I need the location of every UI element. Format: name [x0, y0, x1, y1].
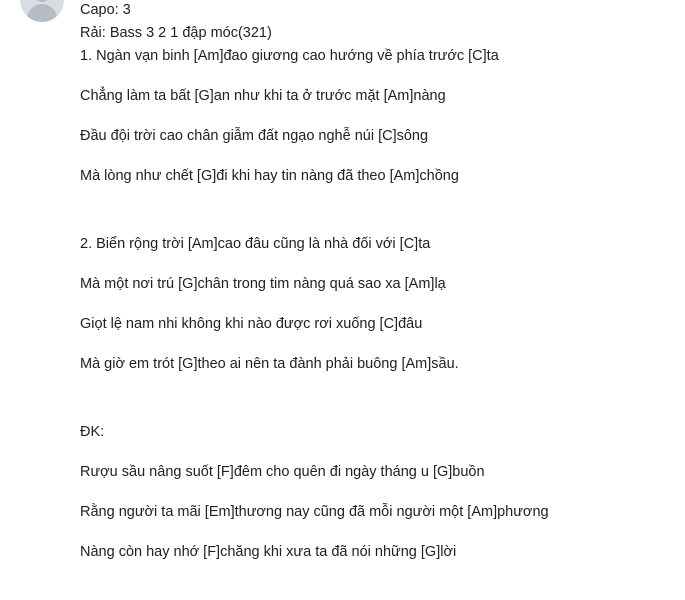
avatar-body-shape	[27, 4, 57, 22]
avatar	[20, 0, 64, 22]
lyrics-line: Nàng còn hay nhớ [F]chăng khi xưa ta đã nói những [G]lời	[80, 544, 457, 560]
lyrics-line: Giọt lệ nam nhi không khi nào được rơi xuống [C]đâu	[80, 316, 423, 332]
lyrics-line: 1. Ngàn vạn binh [Am]đao giương cao hướng về phía trước [C]ta	[80, 48, 499, 64]
lyrics-line: Chẳng làm ta bất [G]an như khi ta ở trước mặt [Am]nàng	[80, 88, 446, 104]
lyrics-content	[80, 0, 665, 562]
lyrics-line: Mà lòng như chết [G]đi khi hay tin nàng đã theo [Am]chồng	[80, 168, 459, 184]
avatar-head-shape	[35, 0, 50, 2]
lyrics-line: Mà giờ em trót [G]theo ai nên ta đành phải buông [Am]sầu.	[80, 356, 459, 372]
lyrics-line: Rải: Bass 3 2 1 đập móc(321)	[80, 25, 272, 41]
lyrics-line: Mà một nơi trú [G]chân trong tim nàng quá sao xa [Am]lạ	[80, 276, 446, 292]
lyrics-line: Rượu sầu nâng suốt [F]đêm cho quên đi ngày tháng u [G]buồn	[80, 464, 485, 480]
lyrics-line: Capo: 3	[80, 2, 131, 18]
lyrics-line: Rằng người ta mãi [Em]thương nay cũng đã mỗi người một [Am]phương	[80, 504, 549, 520]
lyrics-section-heading: ĐK:	[80, 424, 105, 440]
lyrics-line: Đầu đội trời cao chân giẫm đất ngạo nghễ núi [C]sông	[80, 128, 429, 144]
lyrics-line: 2. Biển rộng trời [Am]cao đâu cũng là nhà đối với [C]ta	[80, 236, 431, 252]
